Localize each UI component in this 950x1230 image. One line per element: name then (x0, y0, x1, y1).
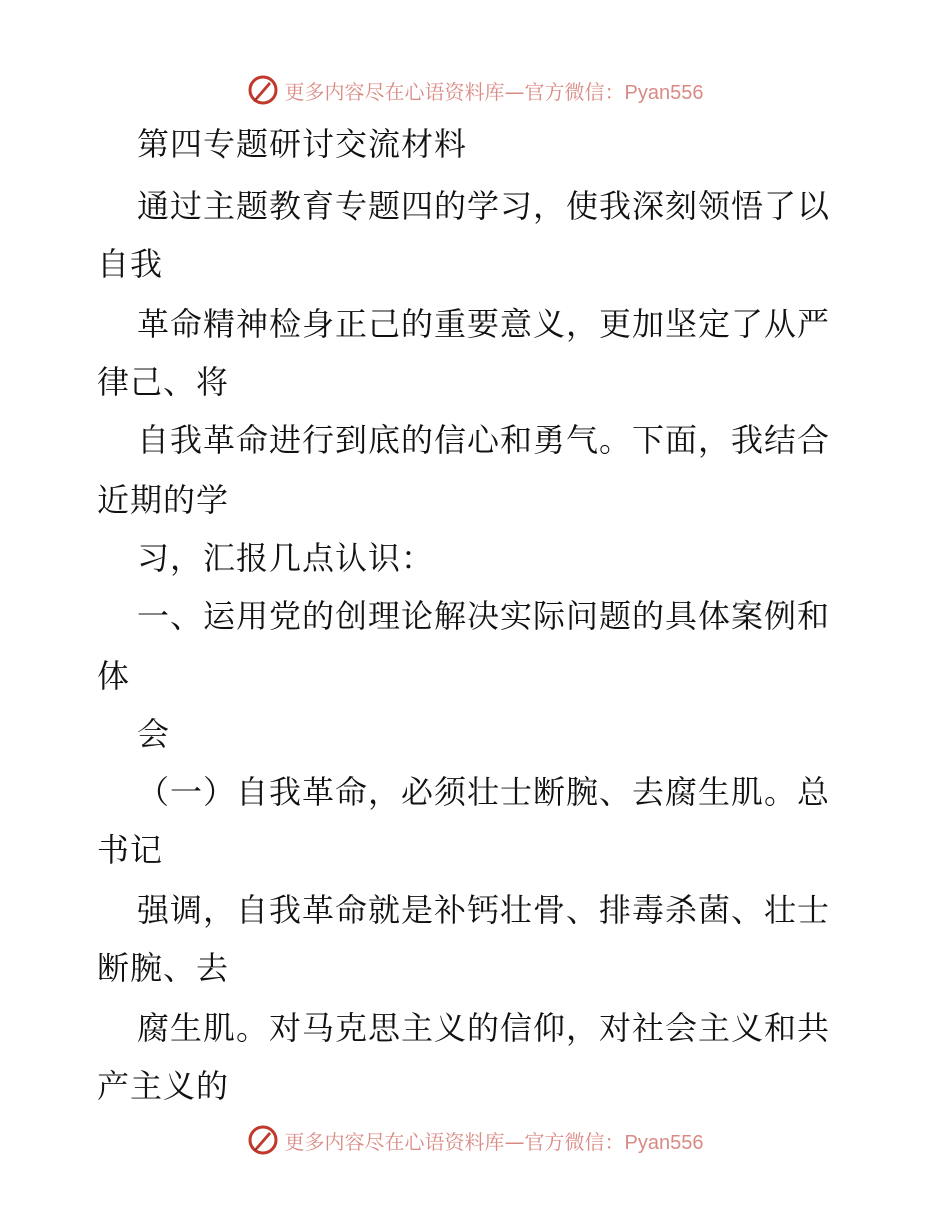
watermark-wechat-id: Pyan556 (624, 1131, 704, 1154)
watermark-wechat-label: 官方微信： (524, 79, 625, 104)
paragraph-line: 书记 (97, 831, 164, 869)
paragraph-line: 腐生肌。对马克思主义的信仰，对社会主义和共 (137, 1009, 831, 1047)
watermark-wechat-id: Pyan556 (624, 81, 704, 104)
paragraph-line: 产主义的 (97, 1067, 230, 1105)
paragraph-line: 习，汇报几点认识： (137, 539, 435, 577)
watermark-dash: — (504, 79, 525, 104)
paragraph-line: 律己、将 (97, 363, 230, 401)
paragraph-line: 自我 (97, 245, 164, 283)
watermark-wechat-label: 官方微信： (524, 1129, 625, 1154)
paragraph-line: 强调，自我革命就是补钙壮骨、排毒杀菌、壮士 (137, 891, 831, 929)
watermark-text (285, 1126, 704, 1155)
section-heading: 一、运用党的创理论解决实际问题的具体案例和 (137, 597, 831, 635)
paragraph-line: 断腕、去 (97, 949, 230, 987)
watermark-text (285, 76, 704, 105)
section-heading-cont: 体 (97, 657, 131, 695)
watermark-main: 更多内容尽在心语资料库 (284, 1129, 505, 1154)
subsection-heading: （一）自我革命，必须壮士断腕、去腐生肌。总 (137, 773, 831, 811)
header-watermark (0, 70, 950, 110)
footer-watermark (0, 1120, 950, 1160)
watermark-main: 更多内容尽在心语资料库 (284, 79, 505, 104)
paragraph-line: 自我革命进行到底的信心和勇气。下面，我结合 (137, 421, 831, 459)
watermark-dash: — (504, 1129, 525, 1154)
section-heading-cont: 会 (137, 715, 171, 753)
paragraph-line: 通过主题教育专题四的学习，使我深刻领悟了以 (137, 187, 831, 225)
paragraph-line: 近期的学 (97, 481, 230, 519)
document-title: 第四专题研讨交流材料 (137, 125, 468, 163)
quill-logo-icon (247, 1124, 279, 1156)
quill-logo-icon (247, 74, 279, 106)
paragraph-line: 革命精神检身正己的重要意义，更加坚定了从严 (137, 305, 831, 343)
